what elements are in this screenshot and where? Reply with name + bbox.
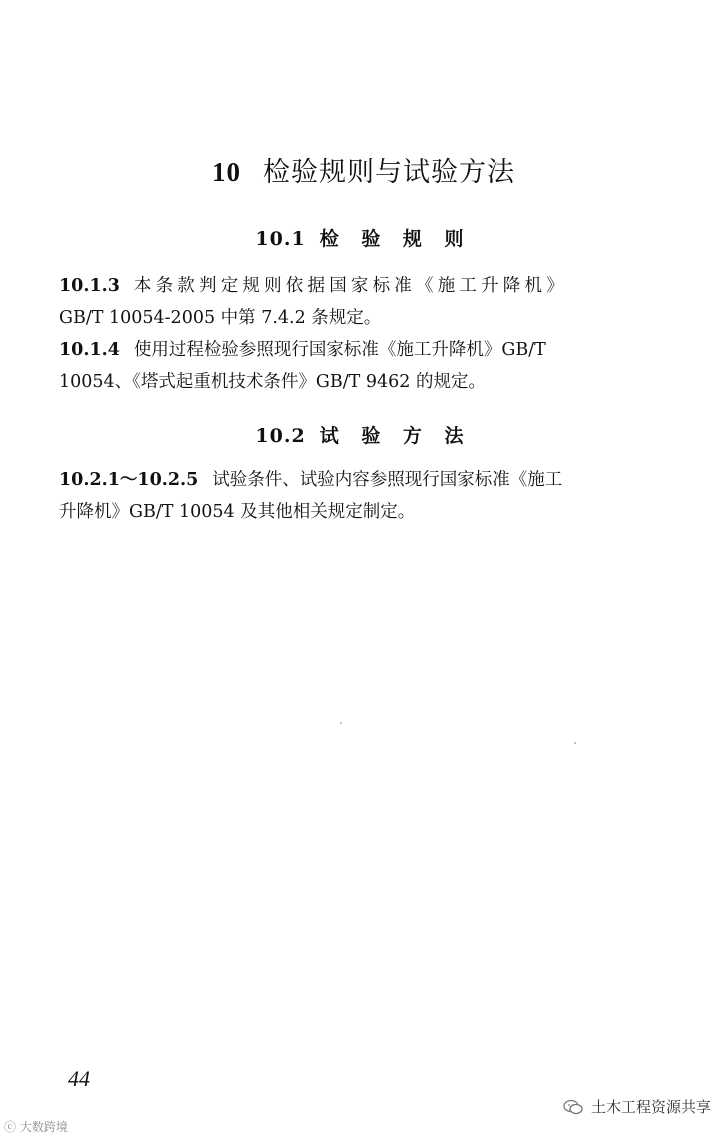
section-heading: 检 验 规 则 <box>319 228 472 250</box>
clause-number: 10.1.3 <box>59 276 120 296</box>
wechat-icon <box>563 1099 583 1115</box>
watermark-left: ⓒ 大数跨境 <box>4 1120 68 1134</box>
section-title-10-2 <box>0 421 727 448</box>
section-title-10-1 <box>0 224 727 251</box>
clause-10-1-3 <box>59 270 671 334</box>
clause-text-line1: 试验条件、试验内容参照现行国家标准《施工 <box>212 470 563 490</box>
chapter-heading: 检验规则与试验方法 <box>263 157 515 188</box>
scan-speck <box>340 722 342 724</box>
chapter-title <box>0 150 727 189</box>
section-number: 10.2 <box>255 425 306 447</box>
clause-10-2-1-to-10-2-5 <box>59 464 671 528</box>
clause-text-line1: 使用过程检验参照现行国家标准《施工升降机》GB/T <box>133 340 546 360</box>
page-number: 44 <box>68 1066 90 1091</box>
watermark-right <box>563 1096 711 1117</box>
watermark-right-text: 土木工程资源共享 <box>590 1098 711 1116</box>
clause-10-1-4 <box>59 334 671 398</box>
clause-number: 10.2.1～10.2.5 <box>59 470 199 490</box>
clause-text-line2: 升降机》GB/T 10054 及其他相关规定制定。 <box>59 502 416 522</box>
clause-text-line2: 10054、《塔式起重机技术条件》GB/T 9462 的规定。 <box>59 372 486 392</box>
clause-number: 10.1.4 <box>59 340 120 360</box>
section-number: 10.1 <box>255 228 306 250</box>
scan-speck <box>574 742 576 744</box>
chapter-number: 10 <box>212 157 241 187</box>
clause-text-line1: 本条款判定规则依据国家标准《施工升降机》 <box>133 276 568 296</box>
clause-text-line2: GB/T 10054-2005 中第 7.4.2 条规定。 <box>59 308 382 328</box>
section-heading: 试 验 方 法 <box>319 425 472 447</box>
